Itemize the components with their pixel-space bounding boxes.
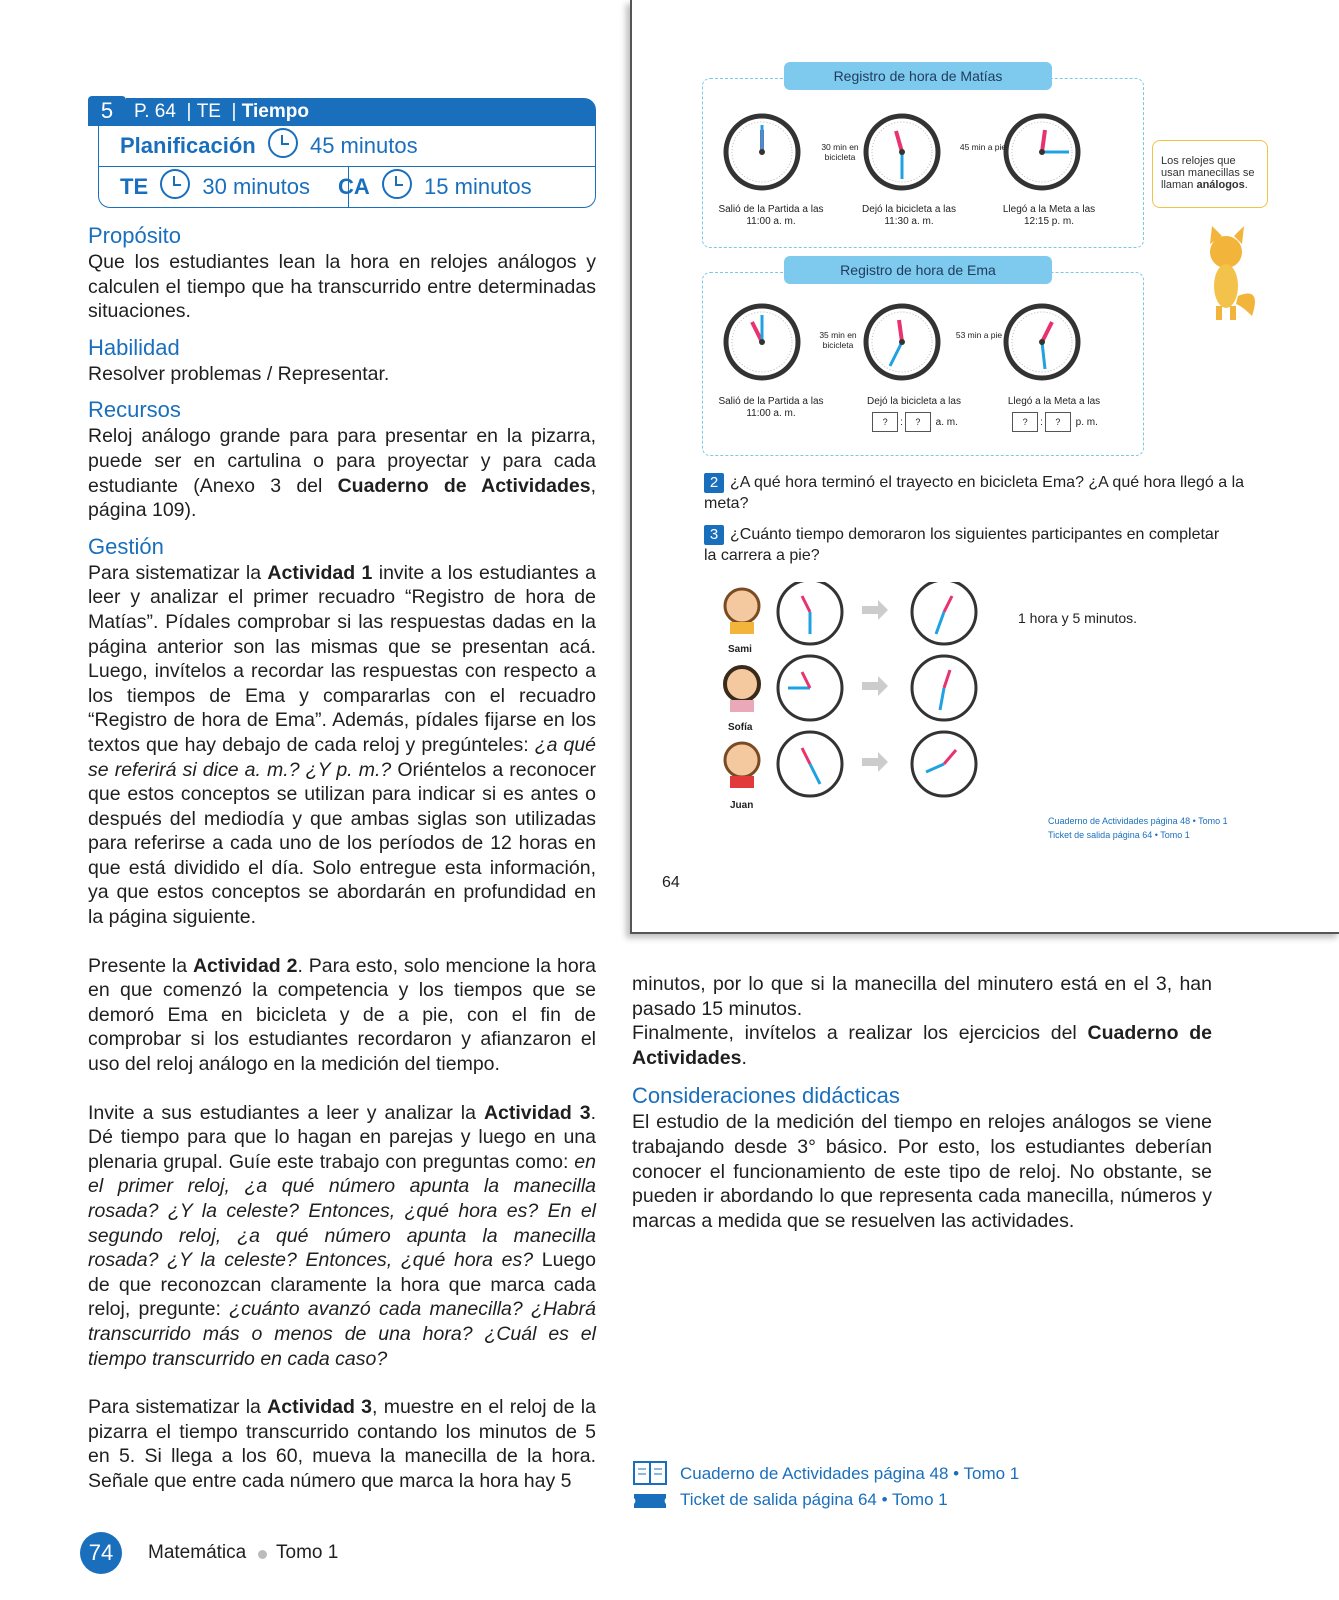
habilidad-text: Resolver problemas / Representar. [88,362,390,385]
arrow-right-icon [862,600,888,772]
separator-dot [258,1550,267,1559]
ca-cell [338,166,532,208]
clock-icon [866,116,938,188]
left-column [88,222,596,1494]
duration-note: 53 min a pie [955,330,1003,340]
book-icon [632,1460,668,1486]
section-title-consideraciones: Consideraciones didácticas [632,1083,900,1109]
clock-icon [726,306,798,378]
fox-character-icon [1182,226,1262,326]
gestion-paragraph-1: Para sistematizar la Actividad 1 invite a los estudiantes a leer y analizar el primer recuadro “Registro de hora de Matías”. Pídales comprobar si las respuestas dadas en la página anterior son las mismas que se presentan acá. Luego, invítelos a recordar las respuestas con respecto a los tiempos de Ema y compararlas con el recuadro “Registro de hora de Ema”. Además, pídales fijarse en los textos que hay debajo de cada reloj y pregúnteles: ¿a qué se referirá si dice a. m.? ¿Y p. m.? Oriéntelos a reconocer que estos conceptos se utilizan para indicar si es antes o después del mediodía y que ambas siglas son utilizadas para referirse a cada uno de los períodos de 12 horas en que está dividido el día. Solo entregue esta información, ya que estos conceptos se abordarán en profundidad en la página siguiente. [88,561,597,929]
page-footer [80,1532,440,1576]
proposito-text: Que los estudiantes lean la hora en relojes análogos y calculen el tiempo que ha transcurrido entre determinadas situaciones. [88,251,596,323]
kid-name: Juan [730,800,754,811]
gestion-paragraph-3: Invite a sus estudiantes a leer y analizar la Actividad 3. Dé tiempo para que lo hagan en parejas y luego en una plenaria grupal. Guíe este trabajo con preguntas como: en el primer reloj, ¿a qué número apunta la manecilla rosada? ¿Y la celeste? Entonces, ¿qué hora es? En el segundo reloj, ¿a qué número apunta la manecilla rosada? ¿Y la celeste? Entonces, ¿qué hora es? Luego de que reconozcan claramente la hora que marca cada reloj, pregunte: ¿cuánto avanzó cada manecilla? ¿Habrá transcurrido más o menos de una hora? ¿Cuál es el tiempo transcurrido en cada caso? [88,1101,596,1370]
lesson-bar: P. 64 | TE | Tiempo [126,98,596,126]
answer-text: 1 hora y 5 minutos. [1018,610,1138,626]
ref-link-workbook[interactable]: Cuaderno de Actividades página 48 • Tomo 1 [680,1464,1020,1483]
ref-link-ticket[interactable]: Ticket de salida página 64 • Tomo 1 [680,1490,948,1509]
ticket-icon [632,1492,668,1510]
final-paragraph: Finalmente, invítelos a realizar los ejercicios del Cuaderno de Actividades. [632,1022,1212,1069]
right-column [632,972,1212,1233]
clock-icon [912,582,976,644]
clock-caption: Llegó a la Meta a las ? : ? p. m. [994,396,1114,432]
clock-caption: Dejó la bicicleta a las 11:30 a. m. [862,204,956,227]
lesson-topic: Tiempo [241,101,309,122]
alarm-clock-icon [160,169,190,199]
kid-name: Sofía [728,722,753,733]
te-label: TE [120,174,149,199]
register-title-ema: Registro de hora de Ema [784,256,1052,284]
gestion-paragraph-2: Presente la Actividad 2. Para esto, solo mencione la hora en que comenzó la competencia y los tiempos que se demoró Ema en bicicleta y de a pie, con el fin de comprobar si los estudiantes recordaron y afianzaron el uso del reloj análogo en la medición del tiempo. [88,954,597,1076]
kid-avatar-icon [725,667,759,712]
continuation-paragraph: minutos, por lo que si la manecilla del minutero está en el 3, han pasado 15 minutos. [632,973,1212,1020]
kid-name: Sami [728,644,752,655]
duration-note: 45 min a pie [959,142,1007,152]
kid-avatar-icon [725,743,759,788]
recursos-text: Reloj análogo grande para para presentar en la pizarra, puede ser en cartulina o para proyectar y para cada estudiante (Anexo 3 del Cuaderno de Actividades, página 109). [88,425,596,522]
ref-link-workbook[interactable]: Cuaderno de Actividades página 48 • Tomo 1 [1048,816,1228,826]
volume-label: Tomo 1 [276,1542,339,1563]
clock-row-ema [722,300,1122,386]
alarm-clock-icon [268,128,298,158]
question-3: 3 ¿Cuánto tiempo demoraron los siguientes participantes en completar la carrera a pie? [704,526,1220,564]
register-title-matias: Registro de hora de Matías [784,62,1052,90]
time-split-row [98,166,596,208]
ref-link-ticket[interactable]: Ticket de salida página 64 • Tomo 1 [1048,830,1190,840]
section-title-habilidad: Habilidad [88,334,180,360]
lesson-number: 5 [88,96,126,126]
subject-label: Matemática [148,1542,247,1563]
clock-icon [1006,306,1078,378]
question-2: 2 ¿A qué hora terminó el trayecto en bicicleta Ema? ¿A qué hora llegó a la meta? [704,474,1245,512]
lesson-header [88,96,596,208]
kid-avatar-icon [725,589,759,634]
clock-caption: Dejó la bicicleta a las ? : ? a. m. [854,396,974,432]
clock-icon [912,732,976,796]
page-ref: P. 64 [134,101,176,122]
alarm-clock-icon [382,169,412,199]
clock-icon [778,656,842,720]
clock-icon [866,306,938,378]
clock-icon [778,582,842,644]
duration-note: 30 min en bicicleta [821,142,859,162]
clock-caption: Salió de la Partida a las 11:00 a. m. [718,204,824,227]
te-cell [98,166,349,208]
clock-icon [1006,116,1078,188]
speech-bubble: Los relojes que usan manecillas se llaman análogos. [1152,140,1268,208]
ca-label: CA [338,174,370,199]
clock-icon [726,116,798,188]
section-title-gestion: Gestión [88,533,164,559]
consideraciones-text: El estudio de la medición del tiempo en relojes análogos se viene trabajando desde 3° básico. Por esto, los estudiantes deberían conocer el funcionamiento de este tipo de reloj. No obstante, se pueden ir abordando lo que representa cada manecilla, números y marcas a medida que se resuelven las actividades. [632,1111,1212,1232]
clock-icon [912,656,976,720]
planning-row [98,126,596,167]
section-title-recursos: Recursos [88,397,181,423]
planning-label: Planificación [120,133,256,158]
student-page-number: 64 [662,874,680,891]
section-title-proposito: Propósito [88,223,181,248]
ca-time: 15 minutos [424,174,532,199]
clock-caption: Llegó a la Meta a las 12:15 p. m. [1002,204,1096,227]
te-ref: TE [196,101,221,122]
duration-note: 35 min en bicicleta [819,330,857,350]
clock-icon [778,732,842,796]
student-page-thumbnail [630,0,1339,934]
gestion-paragraph-4: Para sistematizar la Actividad 3, muestre en el reloj de la pizarra el tiempo transcurrido contando los minutos de 5 en 5. Si llega a los 60, mueva la manecilla de la hora. Señale que entre cada número que marca la hora hay 5 [88,1396,596,1492]
clock-row-matias [722,110,1122,196]
planning-time: 45 minutos [309,133,418,158]
kids-clock-grid [722,582,1012,812]
clock-caption: Salió de la Partida a las 11:00 a. m. [718,396,824,419]
page-number: 74 [80,1532,122,1574]
te-time: 30 minutos [202,174,310,199]
